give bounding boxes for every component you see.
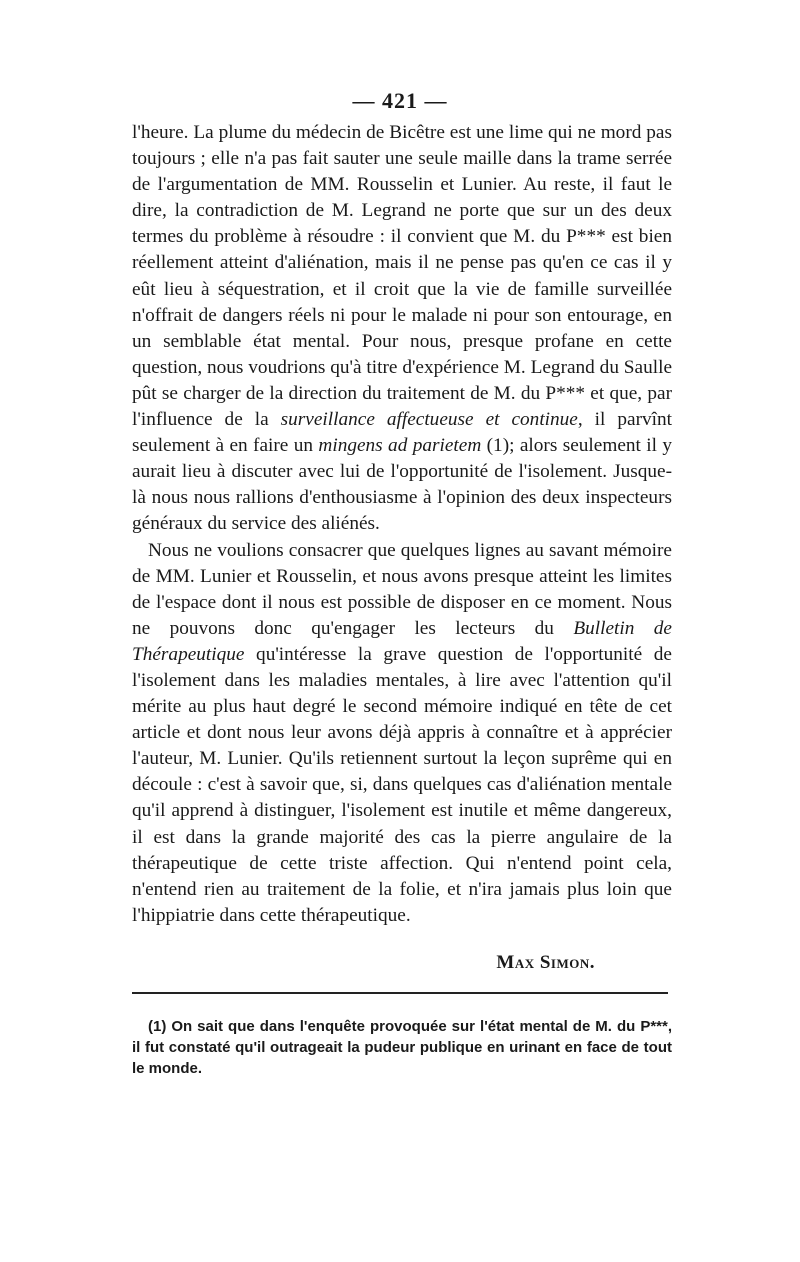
author-signature: Max Simon. (496, 952, 595, 973)
paragraph-1-text-a: l'heure. La plume du médecin de Bicêtre est une lime qui ne mord pas toujours ; elle n'a pas fait sauter une seule maille dans la trame serrée de l'argumentation de MM. Rousselin et Lunier. Au reste, il faut le dire, la contradiction de M. Legrand ne porte que sur un des deux termes du problème à résoudre : il convient que M. du P*** est bien réellement atteint d'aliénation, mais il ne pense pas qu'en ce cas il y eût lieu à séquestration, et il croit que la vie de famille surveillée n'offrait de dangers réels ni pour le malade ni pour son entourage, en un semblable état mental. Pour nous, presque profane en cette question, nous voudrions qu'à titre d'expérience M. Legrand du Saulle pût se charger de la direction du traitement de M. du P*** et que, par l'influence de la (132, 122, 672, 431)
paragraph-2 (132, 538, 672, 929)
body-text (132, 120, 672, 929)
paragraph-2-italic-title: Bulletin de Thérapeutique (132, 617, 672, 665)
paragraph-2-text-a: Nous ne voulions consacrer que quelques lignes au savant mémoire de MM. Lunier et Rousselin, et nous avons presque atteint les limites de l'espace dont il nous est possible de disposer en ce moment. Nous ne pouvons donc qu'engager les lecteurs du (132, 539, 672, 639)
paragraph-1-text-c: ; alors seulement il y aurait lieu à discuter avec lui de l'opportunité de l'isolement. Jusque-là nous nous rallions d'enthousiasme à l'opinion des deux inspecteurs généraux du service des aliénés. (132, 435, 672, 535)
paragraph-1 (132, 120, 672, 538)
footnote-divider (132, 992, 668, 994)
paragraph-1-text-b: , il parvînt seulement à en faire un (132, 409, 672, 457)
page-number: — 421 — (352, 88, 448, 113)
paragraph-1-italic-phrase-2: mingens ad parietem (318, 435, 482, 457)
footnote-reference: (1) (481, 435, 510, 457)
footnote-text: (1) On sait que dans l'enquête provoquée sur l'état mental de M. du P***, il fut constaté qu'il outrageait la pudeur publique en urinant en face de tout le monde. (132, 1018, 672, 1077)
paragraph-1-italic-phrase-1: surveillance affectueuse et continue (280, 409, 578, 431)
footnote (132, 1016, 672, 1079)
paragraph-2-text-b: qu'intéresse la grave question de l'opportunité de l'isolement dans les maladies mentales, à lire avec l'attention qu'il mérite au plus haut degré le second mémoire indiqué en tête de cet article et dont nous leur avons déjà appris à connaître et à apprécier l'auteur, M. Lunier. Qu'ils retiennent surtout la leçon suprême qui en découle : c'est à savoir que, si, dans quelques cas d'aliénation mentale qu'il apprend à distinguer, l'isolement est inutile et même dangereux, il est dans la grande majorité des cas la pierre angulaire de la thérapeutique de cette triste affection. Qui n'entend point cela, n'entend rien au traitement de la folie, et n'ira jamais plus loin que l'hippiatrie dans cette thérapeutique. (132, 643, 672, 926)
